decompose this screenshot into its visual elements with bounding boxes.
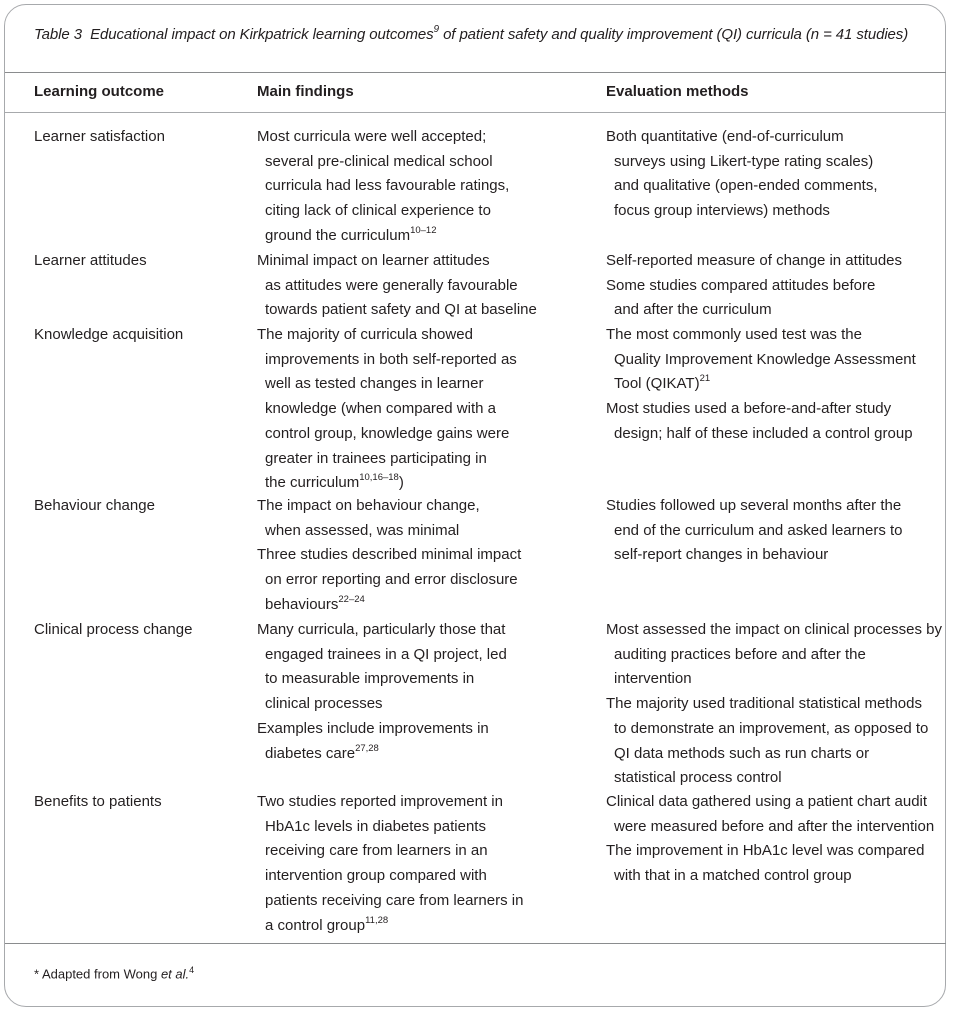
text-line: citing lack of clinical experience to: [265, 202, 491, 220]
text-line: engaged trainees in a QI project, led: [265, 645, 507, 663]
text-line: Examples include improvements in: [257, 719, 489, 737]
text-line: greater in trainees participating in: [265, 449, 487, 467]
text-line: were measured before and after the intervention: [614, 817, 935, 835]
text-line: Self-reported measure of change in attitudes: [606, 252, 903, 269]
header-evaluation-methods: Evaluation methods: [606, 83, 749, 100]
text-line: end of the curriculum and asked learners to: [614, 521, 903, 539]
text-line: the curriculum$^{10,16-18}$): [265, 472, 404, 492]
text-line: intervention: [614, 670, 692, 688]
text-line: Quality Improvement Knowledge Assessment: [614, 350, 916, 368]
text-line: Three studies described minimal impact: [257, 546, 522, 564]
text-line: HbA1c levels in diabetes patients: [265, 817, 486, 835]
text-line: Studies followed up several months after the: [606, 497, 902, 514]
row-3-main-findings: [257, 494, 521, 618]
text-line: knowledge (when compared with a: [265, 400, 496, 418]
header-top-rule: [5, 72, 946, 73]
text-line: auditing practices before and after the: [614, 645, 866, 663]
text-line: curricula had less favourable ratings,: [265, 177, 510, 195]
text-line: diabetes care$^{27,28}$: [265, 742, 379, 762]
text-line: The impact on behaviour change,: [257, 497, 480, 514]
text-line: with that in a matched control group: [614, 867, 852, 885]
text-line: to measurable improvements in: [265, 670, 475, 688]
row-1-main-findings: [257, 249, 537, 323]
text-line: The improvement in HbA1c level was compared: [606, 842, 925, 860]
row-0-main-findings: [257, 125, 509, 249]
text-line: Most assessed the impact on clinical processes by: [606, 621, 942, 638]
text-line: to demonstrate an improvement, as opposed to: [614, 719, 929, 737]
text-line: several pre-clinical medical school: [265, 152, 493, 170]
header-learning-outcome: Learning outcome: [34, 83, 165, 100]
text-line: Many curricula, particularly those that: [257, 621, 506, 638]
text-line: behaviours$^{22-24}$: [265, 593, 365, 613]
text-line: a control group$^{11,28}$: [265, 914, 389, 934]
text-line: statistical process control: [614, 769, 782, 787]
row-5-learning-outcome: Benefits to patients: [34, 793, 162, 810]
text-line: Most curricula were well accepted;: [257, 128, 487, 145]
row-5-evaluation-methods: [606, 790, 934, 889]
row-5-main-findings: [257, 790, 523, 938]
text-line: Both quantitative (end-of-curriculum: [606, 128, 844, 145]
text-line: design; half of these included a control group: [614, 424, 913, 442]
row-3-learning-outcome: Behaviour change: [34, 497, 155, 514]
header-main-findings: Main findings: [257, 83, 354, 100]
table-bottom-rule: [5, 943, 946, 944]
text-line: intervention group compared with: [265, 867, 487, 885]
row-4-learning-outcome: Clinical process change: [34, 621, 193, 638]
text-line: Clinical data gathered using a patient chart audit: [606, 793, 928, 810]
text-line: improvements in both self-reported as: [265, 350, 517, 368]
row-2-evaluation-methods: [606, 323, 916, 447]
text-line: well as tested changes in learner: [265, 375, 484, 393]
text-line: The majority used traditional statistical methods: [606, 695, 922, 713]
text-line: patients receiving care from learners in: [265, 891, 524, 909]
text-line: when assessed, was minimal: [265, 521, 460, 539]
row-3-evaluation-methods: [606, 494, 903, 568]
text-line: self-report changes in behaviour: [614, 546, 829, 564]
text-line: Most studies used a before-and-after study: [606, 400, 892, 418]
text-line: on error reporting and error disclosure: [265, 571, 518, 589]
text-line: Tool (QIKAT)$^{21}$: [614, 373, 711, 393]
row-2-main-findings: [257, 323, 517, 496]
text-line: and after the curriculum: [614, 301, 772, 319]
table-footnote: * Adapted from Wong et al.$^4$: [34, 965, 195, 982]
row-1-learning-outcome: Learner attitudes: [34, 252, 147, 269]
text-line: towards patient safety and QI at baseline: [265, 301, 537, 319]
header-bottom-rule: [5, 112, 946, 113]
row-0-evaluation-methods: [606, 125, 878, 224]
row-4-evaluation-methods: [606, 618, 942, 791]
text-line: QI data methods such as run charts or: [614, 744, 870, 762]
text-line: clinical processes: [265, 695, 383, 713]
text-line: The majority of curricula showed: [257, 326, 473, 343]
row-0-learning-outcome: Learner satisfaction: [34, 128, 165, 145]
table-caption: Table 3 Educational impact on Kirkpatrick learning outcomes$^9$ of patient safety and quality improvement (QI) curricula (n = 41 studies): [34, 24, 909, 43]
text-line: focus group interviews) methods: [614, 202, 830, 220]
text-line: surveys using Likert-type rating scales): [614, 152, 874, 170]
text-line: control group, knowledge gains were: [265, 424, 510, 442]
text-line: Minimal impact on learner attitudes: [257, 252, 490, 269]
row-2-learning-outcome: Knowledge acquisition: [34, 326, 184, 343]
text-line: ground the curriculum$^{10-12}$: [265, 224, 437, 244]
text-line: Two studies reported improvement in: [257, 793, 503, 810]
row-1-evaluation-methods: [606, 249, 902, 323]
text-line: receiving care from learners in an: [265, 842, 488, 860]
row-4-main-findings: [257, 618, 507, 766]
text-line: as attitudes were generally favourable: [265, 276, 518, 294]
text-line: and qualitative (open-ended comments,: [614, 177, 878, 195]
text-line: The most commonly used test was the: [606, 326, 862, 343]
text-line: Some studies compared attitudes before: [606, 276, 876, 294]
